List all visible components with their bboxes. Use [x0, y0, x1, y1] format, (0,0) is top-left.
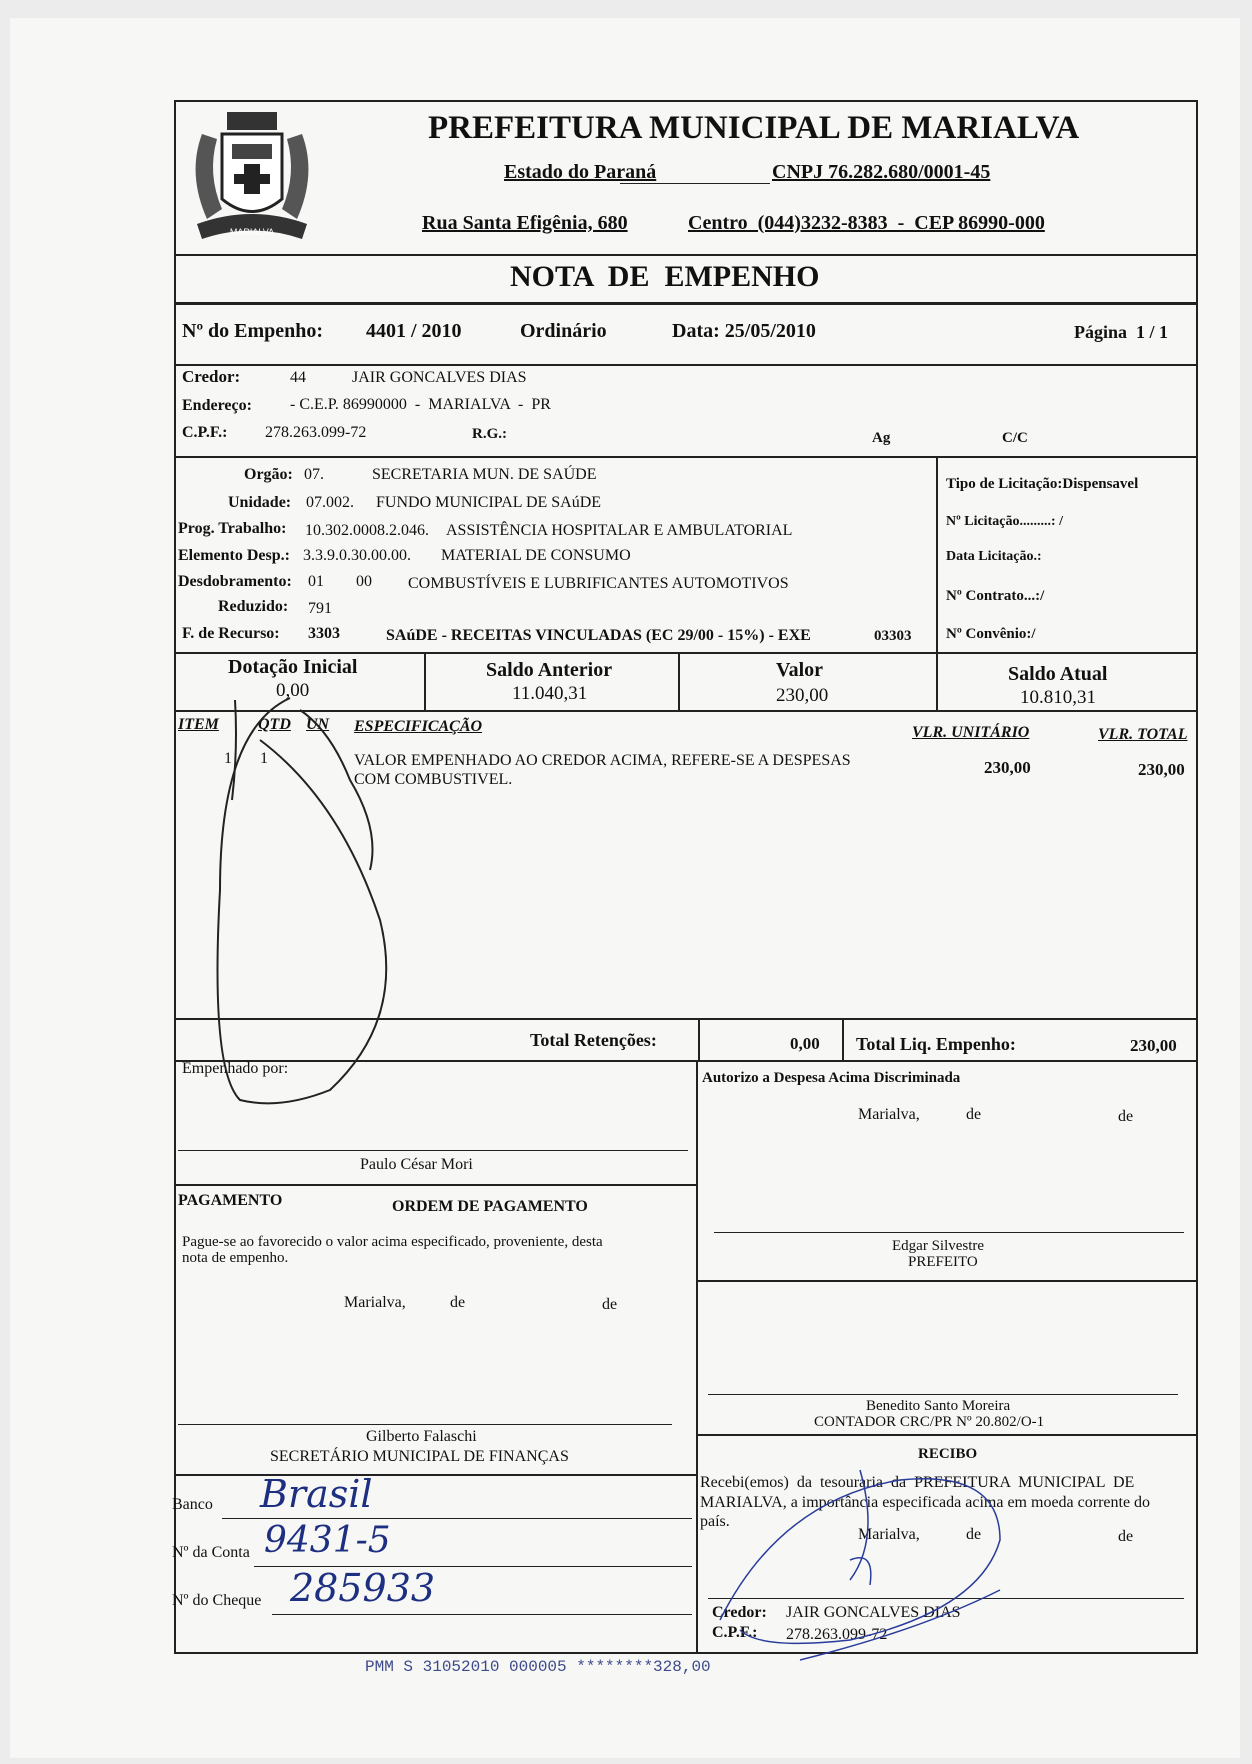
- balance-divider: [678, 652, 680, 710]
- reduzido-value: 791: [308, 600, 332, 617]
- row-description: COM COMBUSTIVEL.: [354, 771, 513, 788]
- desdob-b: 00: [356, 573, 372, 590]
- divider: [174, 652, 1198, 654]
- liquido-label: Total Liq. Empenho:: [856, 1034, 1016, 1054]
- saldo-atual-label: Saldo Atual: [1008, 663, 1108, 685]
- row-description: VALOR EMPENHADO AO CREDOR ACIMA, REFERE-SE A DESPESAS: [354, 752, 851, 769]
- totals-divider: [698, 1018, 700, 1060]
- signature-line: [178, 1150, 688, 1151]
- recurso-label: F. de Recurso:: [182, 625, 280, 642]
- row-total: 230,00: [1138, 760, 1185, 779]
- page-title: PREFEITURA MUNICIPAL DE MARIALVA: [428, 110, 1080, 146]
- empenhado-name: Paulo César Mori: [360, 1156, 473, 1173]
- svg-text:MARIALVA: MARIALVA: [229, 227, 275, 237]
- recibo-text: MARIALVA, a importância especificada acima em moeda corrente do: [700, 1494, 1151, 1511]
- empenho-date: Data: 25/05/2010: [672, 320, 816, 342]
- signature-line: [178, 1424, 672, 1425]
- autorizo-name: Edgar Silvestre: [892, 1238, 985, 1254]
- cheque-label: Nº do Cheque: [172, 1592, 262, 1609]
- cnpj: CNPJ 76.282.680/0001-45: [772, 161, 991, 183]
- contact-line: Centro (044)3232-8383 - CEP 86990-000: [688, 212, 1045, 234]
- row-unit-price: 230,00: [984, 758, 1031, 777]
- credor-code: 44: [290, 369, 306, 386]
- recibo-text: Recebi(emos) da tesouraria da PREFEITURA MUNICIPAL DE: [700, 1474, 1135, 1491]
- item-header: ITEM: [178, 716, 219, 733]
- saldo-atual-value: 10.810,31: [1020, 687, 1096, 708]
- divider: [174, 364, 1198, 366]
- empenhado-signature: [180, 690, 440, 1130]
- pagamento-city: Marialva,: [344, 1294, 406, 1311]
- state-underline: [620, 183, 770, 184]
- autorizo-city: Marialva,: [858, 1106, 920, 1123]
- totals-divider: [842, 1018, 844, 1060]
- retencoes-label: Total Retenções:: [530, 1030, 657, 1050]
- retencoes-value: 0,00: [790, 1034, 820, 1053]
- empenho-number: 4401 / 2010: [366, 320, 462, 342]
- unidade-label: Unidade:: [228, 494, 292, 511]
- unidade-name: FUNDO MUNICIPAL DE SAúDE: [376, 494, 602, 511]
- cheque-line: [272, 1614, 692, 1615]
- row-item: 1: [224, 750, 232, 767]
- desdob-label: Desdobramento:: [178, 573, 292, 590]
- empenho-type: Ordinário: [520, 320, 607, 342]
- pagamento-name: Gilberto Falaschi: [366, 1428, 477, 1445]
- total-header: VLR. TOTAL: [1098, 726, 1188, 743]
- ordem-label: ORDEM DE PAGAMENTO: [392, 1198, 588, 1215]
- divider: [174, 1474, 698, 1476]
- prog-name: ASSISTÊNCIA HOSPITALAR E AMBULATORIAL: [446, 522, 793, 539]
- prog-label: Prog. Trabalho:: [178, 520, 287, 537]
- un-header: UN: [306, 716, 330, 733]
- valor-label: Valor: [776, 659, 824, 681]
- recibo-cpf-value: 278.263.099-72: [786, 1626, 888, 1643]
- orgao-label: Orgão:: [244, 466, 293, 483]
- tipo-licitacao: Tipo de Licitação:Dispensavel: [946, 476, 1139, 492]
- divider: [174, 1184, 698, 1186]
- pagamento-text: Pague-se ao favorecido o valor acima especificado, proveniente, desta: [182, 1234, 603, 1250]
- page-number: Página 1 / 1: [1074, 322, 1169, 342]
- ag-label: Ag: [872, 430, 891, 446]
- dotacao-value: 0,00: [276, 680, 310, 701]
- cheque-value: 285933: [290, 1566, 436, 1610]
- recibo-text: país.: [700, 1513, 730, 1530]
- pagamento-role: SECRETÁRIO MUNICIPAL DE FINANÇAS: [270, 1448, 569, 1465]
- divider: [696, 1280, 1198, 1282]
- pagamento-label: PAGAMENTO: [178, 1192, 283, 1209]
- numero-convenio: Nº Convênio:/: [946, 626, 1036, 642]
- row-qtd: 1: [260, 750, 268, 767]
- orgao-code: 07.: [304, 466, 324, 483]
- saldo-anterior-value: 11.040,31: [512, 683, 588, 704]
- divider: [696, 1434, 1198, 1436]
- address-label: Endereço:: [182, 397, 252, 414]
- cpf-value: 278.263.099-72: [265, 424, 367, 441]
- balance-divider: [936, 652, 938, 710]
- credor-label: Credor:: [182, 367, 241, 386]
- section-divider: [696, 1060, 698, 1654]
- elemento-name: MATERIAL DE CONSUMO: [441, 547, 631, 564]
- desdob-a: 01: [308, 573, 324, 590]
- state-name: Estado do Paraná: [504, 161, 657, 183]
- licitacao-divider: [936, 456, 938, 652]
- autorizo-de: de: [1118, 1108, 1134, 1125]
- recibo-credor-label: Credor:: [712, 1604, 767, 1621]
- document-title: NOTA DE EMPENHO: [510, 260, 820, 293]
- numero-contrato: Nº Contrato...:/: [946, 588, 1045, 604]
- recibo-de: de: [1118, 1528, 1134, 1545]
- conta-value: 9431-5: [264, 1520, 391, 1561]
- recurso-number: 03303: [874, 628, 912, 644]
- recibo-signature: [700, 1440, 1040, 1670]
- recibo-cpf-label: C.P.F.:: [712, 1624, 758, 1641]
- numero-licitacao: Nº Licitação.........: /: [946, 514, 1063, 529]
- elemento-code: 3.3.9.0.30.00.00.: [303, 547, 411, 564]
- conta-label: Nº da Conta: [172, 1544, 250, 1561]
- signature-line: [708, 1394, 1178, 1395]
- unidade-code: 07.002.: [306, 494, 354, 511]
- desdob-name: COMBUSTÍVEIS E LUBRIFICANTES AUTOMOTIVOS: [408, 575, 789, 592]
- cash-register-stamp: PMM S 31052010 000005 ********328,00: [365, 1658, 711, 1676]
- rg-label: R.G.:: [472, 426, 507, 442]
- credor-name: JAIR GONCALVES DIAS: [352, 369, 527, 386]
- prog-code: 10.302.0008.2.046.: [305, 522, 429, 539]
- pagamento-de: de: [450, 1294, 466, 1311]
- orgao-name: SECRETARIA MUN. DE SAÚDE: [372, 466, 597, 483]
- signature-line: [714, 1232, 1184, 1233]
- contador-name: Benedito Santo Moreira: [866, 1398, 1011, 1414]
- banco-label: Banco: [172, 1496, 213, 1513]
- contador-role: CONTADOR CRC/PR Nº 20.802/O-1: [814, 1414, 1045, 1430]
- liquido-value: 230,00: [1130, 1036, 1177, 1055]
- municipal-crest: [182, 104, 322, 254]
- autorizo-role: PREFEITO: [908, 1254, 978, 1270]
- empenhado-label: Empenhado por:: [182, 1060, 289, 1077]
- saldo-anterior-label: Saldo Anterior: [486, 659, 613, 681]
- autorizo-label: Autorizo a Despesa Acima Discriminada: [702, 1070, 961, 1086]
- divider: [174, 456, 1198, 458]
- valor-value: 230,00: [776, 685, 829, 706]
- recibo-city: Marialva,: [858, 1526, 920, 1543]
- street-address: Rua Santa Efigênia, 680: [422, 212, 628, 234]
- pagamento-text: nota de empenho.: [182, 1250, 289, 1266]
- dotacao-label: Dotação Inicial: [228, 656, 358, 678]
- data-licitacao: Data Licitação.:: [946, 549, 1042, 564]
- recibo-de: de: [966, 1526, 982, 1543]
- recurso-name: SAúDE - RECEITAS VINCULADAS (EC 29/00 - 15%) - EXE: [386, 627, 811, 644]
- elemento-label: Elemento Desp.:: [178, 547, 290, 564]
- autorizo-de: de: [966, 1106, 982, 1123]
- cpf-label: C.P.F.:: [182, 424, 228, 441]
- divider: [174, 302, 1198, 305]
- pagamento-de: de: [602, 1296, 618, 1313]
- reduzido-label: Reduzido:: [218, 598, 289, 615]
- spec-header: ESPECIFICAÇÃO: [354, 718, 483, 735]
- address-value: - C.E.P. 86990000 - MARIALVA - PR: [290, 396, 551, 413]
- recibo-title: RECIBO: [918, 1446, 978, 1462]
- qtd-header: QTD: [258, 716, 291, 733]
- divider: [174, 254, 1198, 256]
- unit-price-header: VLR. UNITÁRIO: [912, 724, 1030, 741]
- banco-value: Brasil: [260, 1472, 373, 1516]
- cc-label: C/C: [1002, 430, 1028, 446]
- recurso-code: 3303: [308, 625, 340, 642]
- empenho-label: Nº do Empenho:: [182, 320, 324, 342]
- recibo-credor-name: JAIR GONCALVES DIAS: [786, 1604, 961, 1621]
- banco-line: [222, 1518, 692, 1519]
